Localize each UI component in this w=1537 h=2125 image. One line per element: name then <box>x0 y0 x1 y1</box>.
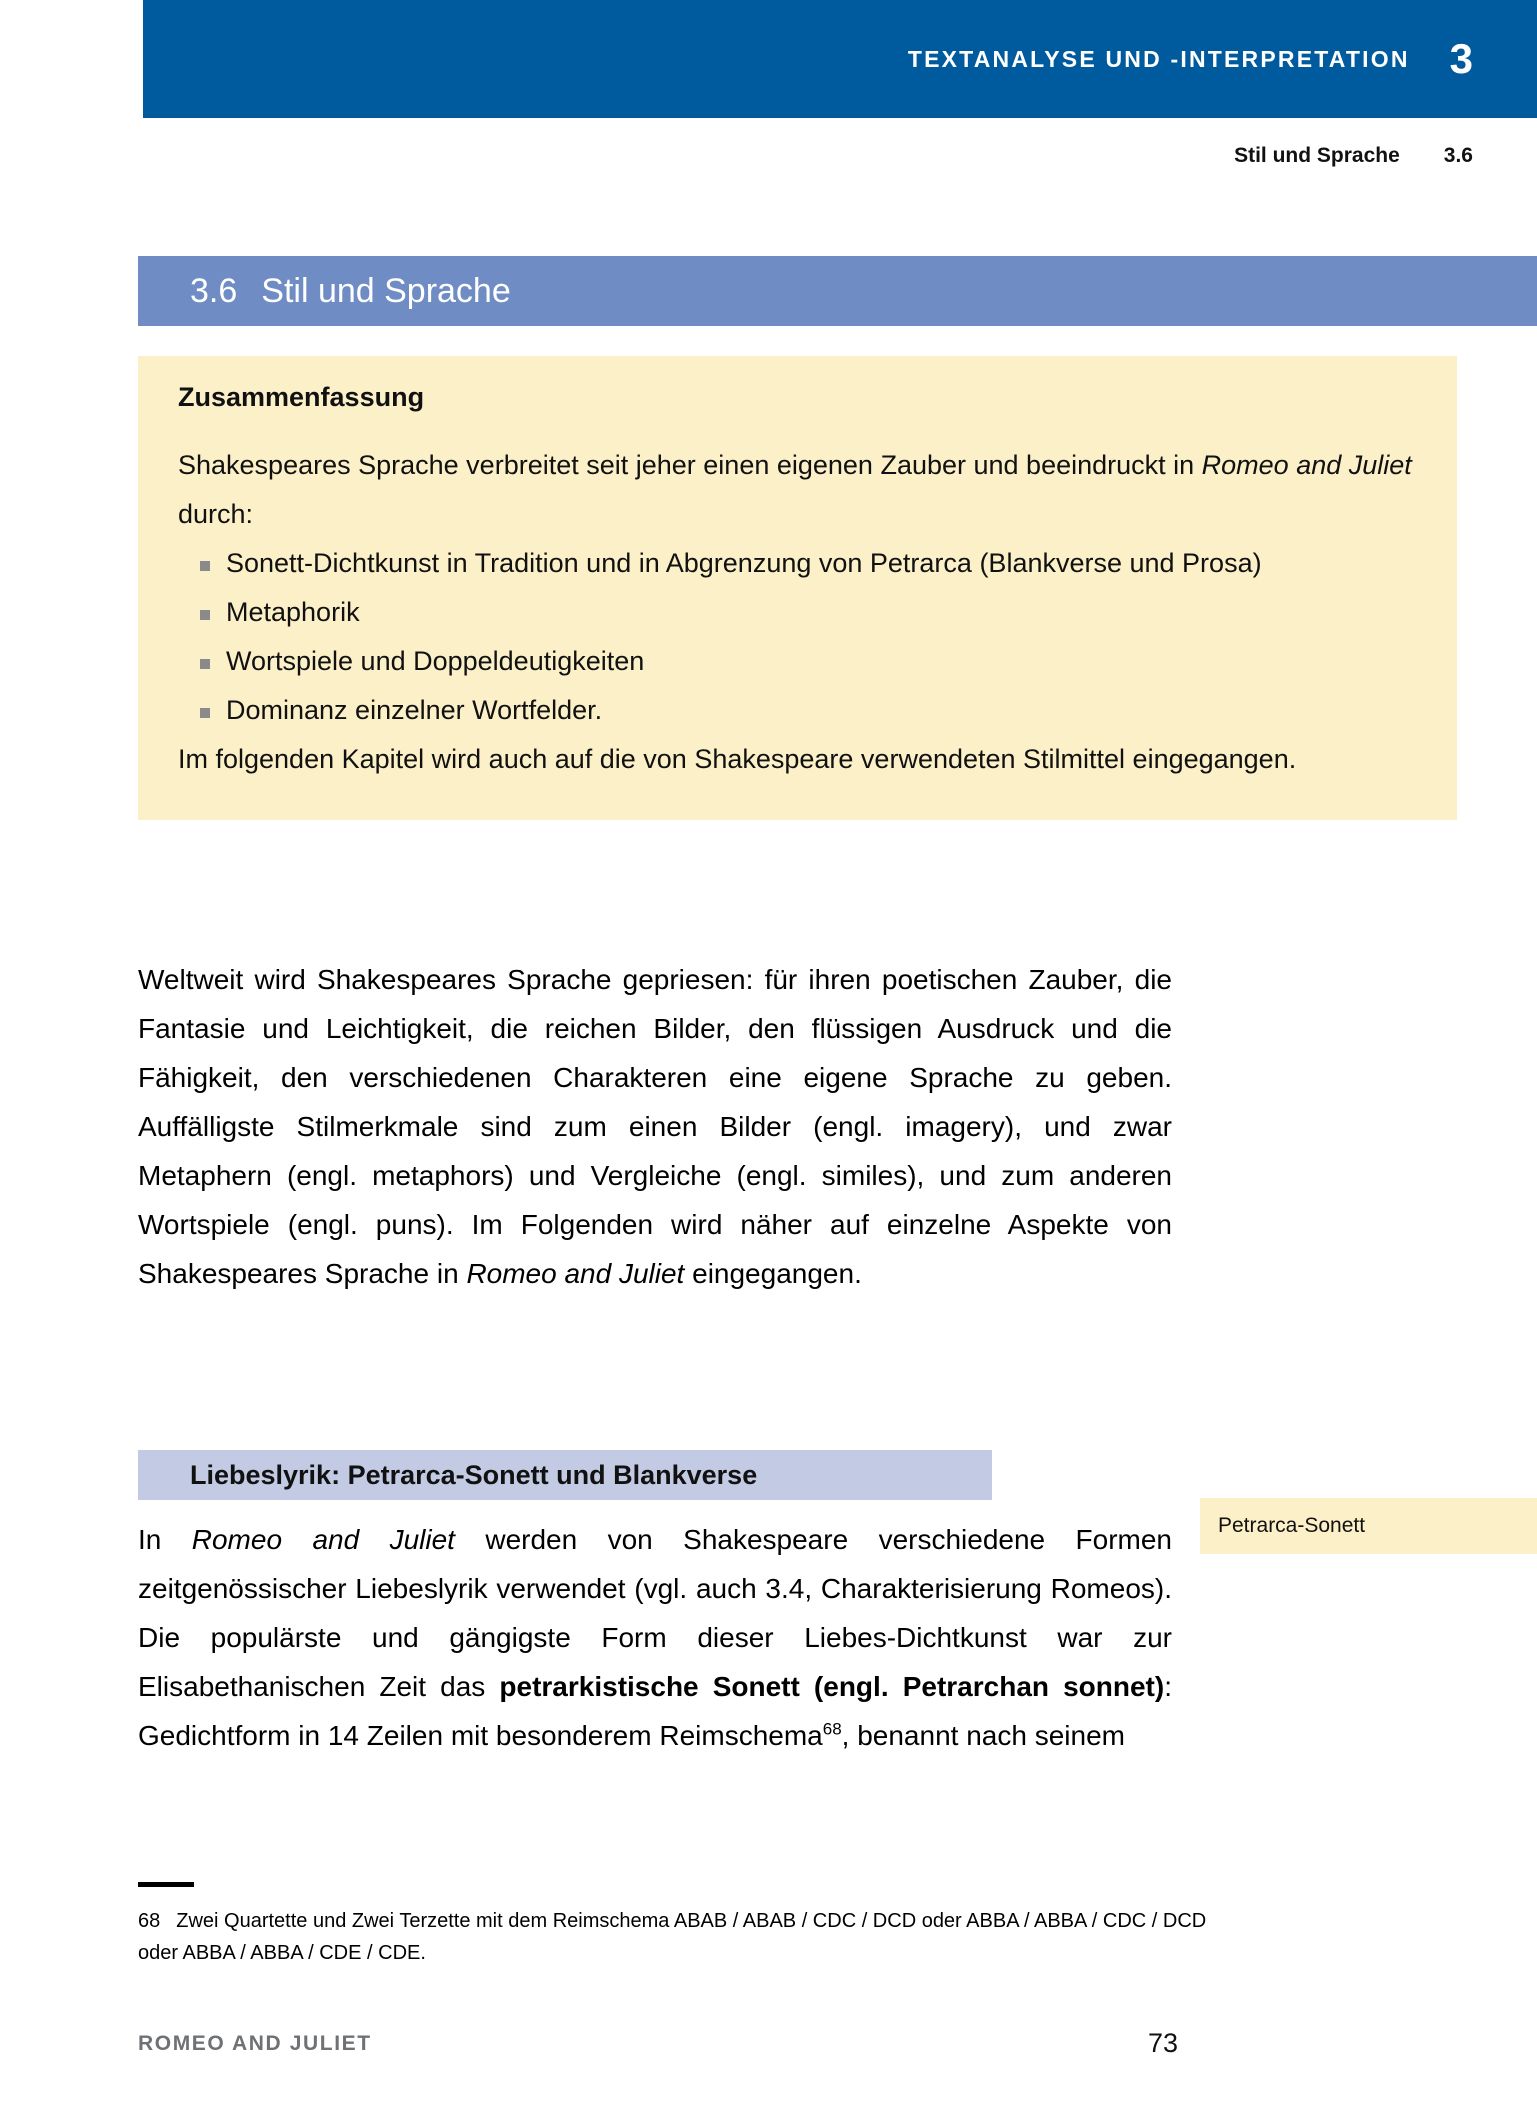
paragraph-2-text-c: : Gedichtform in 14 Zeilen mit besonderem Reimschema <box>138 1671 1172 1751</box>
bullet-square-icon <box>200 708 210 718</box>
body-paragraph-1-wrapper <box>138 955 1172 1298</box>
summary-heading: Zusammenfassung <box>178 382 425 412</box>
summary-bullet-text: Dominanz einzelner Wortfelder. <box>226 695 603 725</box>
summary-intro-part1: Shakespeares Sprache verbreitet seit jeher einen eigenen Zauber und beeindruckt in <box>178 450 1202 480</box>
section-title-band <box>138 256 1537 326</box>
paragraph-1-italic-title: Romeo and Juliet <box>466 1258 685 1289</box>
paragraph-2-italic-title: Romeo and Juliet <box>191 1524 455 1555</box>
bullet-square-icon <box>200 561 210 571</box>
footer-page-number: 73 <box>1148 2028 1179 2058</box>
margin-note-petrarca-sonett: Petrarca-Sonett <box>1200 1498 1537 1554</box>
summary-intro-part2: durch: <box>178 499 254 529</box>
summary-intro-italic: Romeo and Juliet <box>1201 450 1412 480</box>
paragraph-1-text-b: eingegangen. <box>684 1258 862 1289</box>
subsection-heading-band <box>138 1450 992 1500</box>
summary-bullet-list <box>178 539 1417 735</box>
running-header-bar <box>143 0 1537 118</box>
summary-bullet-text: Wortspiele und Doppeldeutigkeiten <box>226 646 645 676</box>
footnote-entry <box>138 1905 1238 1969</box>
summary-box <box>138 356 1457 820</box>
footnote-text: Zwei Quartette und Zwei Terzette mit dem Reimschema ABAB / ABAB / CDC / DCD oder ABBA / ABBA / CDC / DCD oder ABBA / ABBA / CDE / CDE. <box>138 1910 1207 1964</box>
running-header-sub-number: 3.6 <box>1443 144 1473 167</box>
list-item <box>178 588 1417 637</box>
subsection-heading-text: Liebeslyrik: Petrarca-Sonett und Blankverse <box>190 1459 758 1490</box>
list-item <box>178 686 1417 735</box>
paragraph-1-text-a: Weltweit wird Shakespeares Sprache gepriesen: für ihren poetischen Zauber, die Fantasie und Leichtigkeit, die reichen Bilder, den flüssigen Ausdruck und die Fähigkeit, den verschiedenen Charakteren eine eigene Sprache zu geben. Auffälligste Stilmerkmale sind zum einen Bilder (engl. imagery), und zwar Metaphern (engl. metaphors) und Vergleiche (engl. similes), und zum anderen Wortspiele (engl. puns). Im Folgenden wird näher auf einzelne Aspekte von Shakespeares Sprache in <box>138 964 1172 1289</box>
footnote-separator-rule <box>138 1882 194 1887</box>
bullet-square-icon <box>200 659 210 669</box>
paragraph-2-text-b: werden von Shakespeare verschiedene Formen zeitgenössischer Liebeslyrik verwendet (vgl. auch 3.4, Charakterisierung Romeos). Die populärste und gängigste Form dieser Liebes-Dichtkunst war zur Elisabethanischen Zeit das <box>138 1524 1172 1702</box>
bullet-square-icon <box>200 610 210 620</box>
footnote-number: 68 <box>138 1910 161 1932</box>
summary-intro <box>178 441 1417 539</box>
chapter-number: 3 <box>1449 35 1473 82</box>
running-header-subline <box>1234 144 1473 168</box>
running-header-content <box>908 0 1473 118</box>
paragraph-2-text-a: In <box>138 1524 192 1555</box>
body-paragraph-1 <box>138 955 1172 1298</box>
body-paragraph-2-wrapper <box>138 1515 1172 1760</box>
summary-outro: Im folgenden Kapitel wird auch auf die von Shakespeare verwendeten Stilmittel eingegangen. <box>178 744 1297 774</box>
running-header-title: TEXTANALYSE UND -INTERPRETATION <box>907 45 1410 72</box>
body-paragraph-2 <box>138 1515 1172 1760</box>
paragraph-2-bold-term: petrarkistische Sonett (engl. Petrarchan sonnet) <box>499 1671 1165 1702</box>
list-item <box>178 539 1417 588</box>
footnote-reference-68: 68 <box>822 1719 842 1739</box>
section-title: Stil und Sprache <box>261 271 511 310</box>
footer-book-title: ROMEO AND JULIET <box>138 2032 372 2055</box>
list-item <box>178 637 1417 686</box>
paragraph-2-text-d: , benannt nach seinem <box>841 1720 1125 1751</box>
summary-bullet-text: Sonett-Dichtkunst in Tradition und in Abgrenzung von Petrarca (Blankverse und Prosa) <box>226 548 1262 578</box>
running-header-sub-label: Stil und Sprache <box>1234 144 1400 167</box>
summary-bullet-text: Metaphorik <box>226 597 360 627</box>
section-number: 3.6 <box>190 271 238 310</box>
